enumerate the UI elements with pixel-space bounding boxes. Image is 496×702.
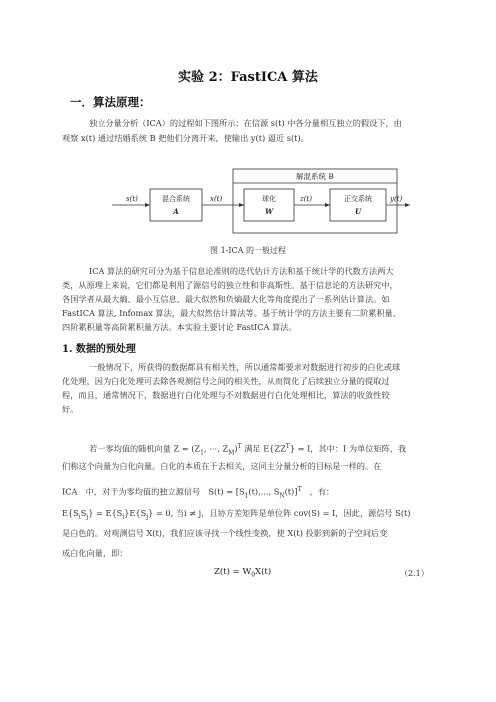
- section-heading-preprocessing: 1. 数据的预处理: [62, 344, 136, 355]
- intro-line-1: 独立分量分析（ICA）的过程如下图所示：在信源 s(t) 中各分量相互独立的假设下，由: [89, 118, 402, 128]
- orthogonal-system-label: 正交系统: [344, 195, 372, 203]
- body-line-2: 类，从原理上来说，它们都是利用了源信号的独立性和非高斯性。基于信息论的方法研究中，: [62, 280, 398, 290]
- intro-line-2: 观察 x(t) 通过结婚系统 B 把他们分离开来，使输出 y(t) 逼近 s(t)。: [62, 133, 309, 143]
- white-line-4: $E\{S_iS_j\} = E\{S_i\}E\{S_j\} = 0$, 当i ≠ j，且协方差矩阵是单位阵 cov(S) = I，因此，源信号 S(t): [62, 508, 411, 521]
- body-line-3: 各国学者从最大熵、最小互信息、最大似然和负熵最大化等角度提出了一系列估计算法。如: [62, 294, 390, 304]
- white-line-5: 是白色的。对观测信号 X(t)，我们应该寻找一个线性变换，使 X(t) 投影到新的子空间后变: [62, 528, 388, 538]
- mixing-system-label: 混合系统: [162, 195, 190, 203]
- page-title: 实验 2：FastICA 算法: [178, 70, 318, 85]
- pre-line-3: 程，而且，通常情况下，数据进行白化处理与不对数据进行白化处理相比，算法的收敛性较: [62, 390, 390, 400]
- section-heading-principle: 一．算法原理：: [70, 95, 151, 109]
- arrow-z-icon: [325, 203, 330, 207]
- whitening-box: [244, 189, 294, 221]
- signal-s-label: s(t): [126, 195, 138, 203]
- white-line-3: ICA 中，对于为零均值的独立源信号 $S(t) = [S_1(t)$,..., $S_N(t)]^T$ ，有：: [62, 486, 335, 500]
- white-line-2: 们称这个向量为白化向量。白化的本质在于去相关，这同主分量分析的目标是一样的。在: [62, 461, 382, 471]
- mixing-system-box: [150, 189, 202, 221]
- equation-2-1: $Z(t) = W_0X(t)$: [214, 567, 272, 579]
- whitening-matrix-label: W: [265, 207, 273, 216]
- whitening-label: 球化: [262, 195, 276, 203]
- arrow-x-icon: [239, 203, 244, 207]
- arrow-s-icon: [145, 203, 150, 207]
- pre-line-2: 化处理，因为白化处理可去除各观测信号之间的相关性，从而简化了后续独立分量的提取过: [62, 376, 390, 386]
- arrow-y-icon: [405, 203, 410, 207]
- white-line-6: 成白化向量，即：: [62, 548, 128, 558]
- ica-diagram: [110, 163, 410, 238]
- signal-z-label: z(t): [300, 195, 312, 203]
- separation-system-label: 解混系统 B: [296, 172, 334, 181]
- body-line-5: 四阶累积量等高阶累积量方法。本实验主要讨论 FastICA 算法。: [62, 322, 297, 332]
- ica-diagram-svg: [110, 163, 410, 238]
- signal-x-label: x(t): [210, 195, 223, 203]
- body-line-1: ICA 算法的研究可分为基于信息论准则的迭代估计方法和基于统计学的代数方法两大: [89, 266, 394, 276]
- body-line-4: FastICA 算法, Infomax 算法，最大似然估计算法等。基于统计学的方法主要有二阶累积量、: [62, 308, 402, 318]
- white-line-1: 若一零均值的随机向量 $Z = (Z_1$, ⋯, $Z_M)^T$ 满足 $E\{ZZ^T\} = I$，其中：I 为单位矩阵，我: [89, 443, 407, 457]
- pre-line-1: 一般情况下，所获得的数据都具有相关性，所以通常都要求对数据进行初步的白化或球: [89, 362, 401, 372]
- signal-y-label: y(t): [390, 195, 403, 203]
- pre-line-4: 好。: [62, 404, 79, 414]
- orthogonal-system-box: [330, 189, 386, 221]
- orthogonal-matrix-label: U: [354, 207, 362, 216]
- figure-caption: 图 1-ICA 的一般过程: [210, 246, 286, 255]
- mixing-matrix-label: A: [173, 207, 179, 216]
- equation-number: （2.1）: [400, 569, 429, 578]
